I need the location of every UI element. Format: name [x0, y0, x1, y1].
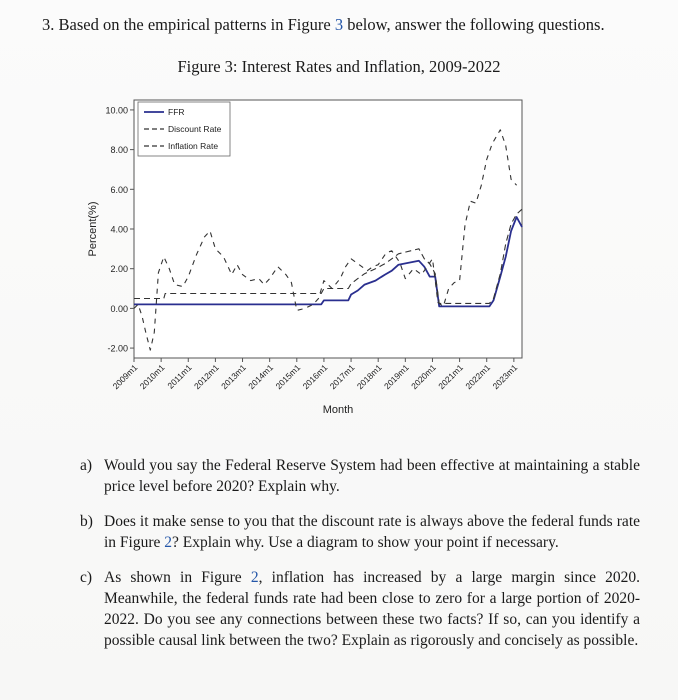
legend-label-inflation-rate: Inflation Rate: [168, 141, 219, 151]
x-tick-label: 2009m1: [110, 362, 140, 392]
interest-rates-chart: [70, 88, 540, 433]
question-b-suffix: ? Explain why. Use a diagram to show your point if necessary.: [172, 534, 559, 551]
question-c-text: [104, 567, 640, 651]
y-axis-title: Percent(%): [87, 201, 99, 257]
chart-svg: [70, 88, 540, 428]
question-c-suffix: , inflation has increased by a large margin since 2020. Meanwhile, the federal funds rate had been close to zero for a large portion of 2020-2022. Do you see any connections between these two facts? If so, can you identify a possible causal link between the two? Explain as rigorously and concisely as possible.: [104, 569, 641, 649]
x-tick-label: 2011m1: [165, 362, 194, 391]
question-c-figure-ref[interactable]: 2: [250, 569, 259, 586]
legend-label-discount-rate: Discount Rate: [168, 124, 222, 134]
y-tick-label: 10.00: [105, 105, 128, 116]
question-b-prefix: Does it make sense to you that the discount rate is always above the federal funds rate in Figure: [104, 513, 640, 551]
x-tick-label: 2017m1: [327, 362, 357, 392]
y-tick-label: -2.00: [107, 343, 128, 354]
x-tick-label: 2012m1: [192, 362, 221, 392]
question-a: [80, 455, 640, 497]
question-b-figure-ref[interactable]: 2: [164, 534, 173, 551]
question-c-letter: c): [80, 569, 93, 586]
x-tick-label: 2014m1: [246, 362, 276, 392]
question-list: [80, 455, 640, 665]
x-tick-label: 2022m1: [463, 362, 493, 392]
x-tick-label: 2019m1: [381, 362, 411, 392]
x-tick-label: 2023m1: [490, 362, 520, 392]
question-b: [80, 511, 640, 553]
question-intro-prefix: Based on the empirical patterns in Figure: [58, 15, 331, 34]
question-c: [80, 567, 640, 651]
question-heading: [42, 14, 662, 36]
figure-reference-link[interactable]: 3: [334, 15, 344, 34]
question-number: 3.: [42, 15, 55, 34]
x-tick-label: 2021m1: [436, 362, 466, 392]
x-tick-label: 2016m1: [300, 362, 330, 392]
legend-label-ffr: FFR: [168, 107, 185, 117]
y-tick-label: 2.00: [110, 264, 128, 275]
question-intro-suffix: below, answer the following questions.: [347, 15, 605, 34]
y-tick-label: 6.00: [110, 184, 128, 195]
question-c-prefix: As shown in Figure: [104, 569, 242, 586]
y-tick-label: 4.00: [110, 224, 128, 235]
question-a-text: Would you say the Federal Reserve System had been effective at maintaining a stable price level before 2020? Explain why.: [104, 457, 640, 495]
x-tick-label: 2020m1: [409, 362, 438, 392]
figure-title: Figure 3: Interest Rates and Inflation, 2009-2022: [177, 57, 501, 76]
x-tick-label: 2013m1: [219, 362, 248, 392]
y-tick-label: 8.00: [110, 145, 128, 156]
x-tick-label: 2015m1: [273, 362, 303, 392]
y-tick-label: 0.00: [110, 303, 128, 314]
x-tick-label: 2018m1: [354, 362, 384, 392]
question-b-letter: b): [80, 513, 93, 530]
x-axis-title: Month: [322, 404, 354, 416]
question-b-text: [104, 511, 640, 553]
x-tick-label: 2010m1: [137, 362, 167, 392]
question-a-letter: a): [80, 457, 93, 474]
